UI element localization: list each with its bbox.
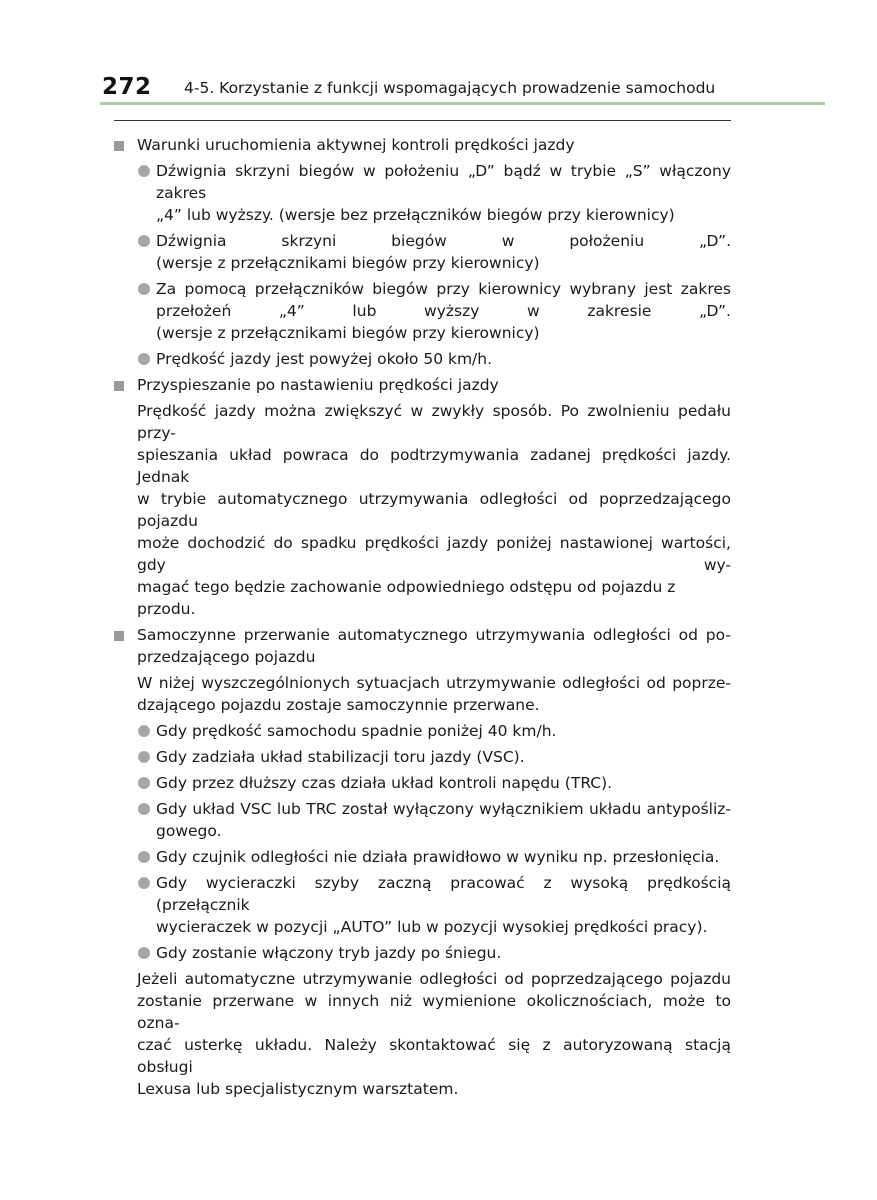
bullet-line: Gdy prędkość samochodu spadnie poniżej 40 km/h. <box>156 722 557 740</box>
circle-bullet-icon <box>138 803 150 815</box>
closing-line: Lexusa lub specjalistycznym warsztatem. <box>137 1080 459 1098</box>
list-item <box>114 230 731 274</box>
bullet-line: Gdy czujnik odległości nie działa prawidłowo w wyniku np. przesłonięcia. <box>156 848 720 866</box>
circle-bullet-icon <box>138 751 150 763</box>
paragraph-line: może dochodzić do spadku prędkości jazdy poniżej nastawionej wartości, gdy wy- <box>137 534 731 574</box>
heading-line: Przyspieszanie po nastawieniu prędkości jazdy <box>137 376 499 394</box>
list-item <box>114 746 731 768</box>
circle-bullet-icon <box>138 777 150 789</box>
square-bullet-icon <box>114 381 124 391</box>
bullet-line: Gdy zostanie włączony tryb jazdy po śniegu. <box>156 944 502 962</box>
heading-line: przedzającego pojazdu <box>137 648 316 666</box>
paragraph-line: W niżej wyszczególnionych sytuacjach utrzymywanie odległości od poprze- <box>137 674 731 692</box>
circle-bullet-icon <box>138 283 150 295</box>
circle-bullet-icon <box>138 235 150 247</box>
list-item <box>114 872 731 938</box>
section-heading-text <box>137 624 731 668</box>
section-paragraph <box>114 400 731 620</box>
bullet-line: wycieraczek w pozycji „AUTO” lub w pozycji wysokiej prędkości pracy). <box>156 918 708 936</box>
closing-line: czać usterkę układu. Należy skontaktować się z autoryzowaną stacją obsługi <box>137 1036 731 1076</box>
bullet-line: przełożeń „4” lub wyższy w zakresie „D”. <box>156 302 731 320</box>
square-bullet-icon <box>114 631 124 641</box>
bullet-line: Dźwignia skrzyni biegów w położeniu „D” bądź w trybie „S” włączony zakres <box>156 162 731 202</box>
heading-line: Warunki uruchomienia aktywnej kontroli prędkości jazdy <box>137 136 575 154</box>
circle-bullet-icon <box>138 725 150 737</box>
section-heading <box>114 374 731 396</box>
bullet-line: Gdy zadziała układ stabilizacji toru jazdy (VSC). <box>156 748 525 766</box>
bullet-line: Gdy wycieraczki szyby zaczną pracować z wysoką prędkością (przełącznik <box>156 874 731 914</box>
list-item <box>114 348 731 370</box>
closing-line: zostanie przerwane w innych niż wymienione okolicznościach, może to ozna- <box>137 992 731 1032</box>
paragraph-line: Prędkość jazdy można zwiększyć w zwykły sposób. Po zwolnieniu pedału przy- <box>137 402 731 442</box>
section-heading-text <box>137 374 731 396</box>
page-header <box>100 70 825 104</box>
section <box>114 134 731 370</box>
bullet-line: Dźwignia skrzyni biegów w położeniu „D”. <box>156 232 731 250</box>
list-item <box>114 798 731 842</box>
list-item <box>114 772 731 794</box>
list-item <box>114 160 731 226</box>
bullet-line: (wersje z przełącznikami biegów przy kierownicy) <box>156 254 540 272</box>
bullet-line: (wersje z przełącznikami biegów przy kierownicy) <box>156 324 540 342</box>
page-number: 272 <box>102 74 152 100</box>
chapter-title: 4-5. Korzystanie z funkcji wspomagających prowadzenie samochodu <box>184 79 716 97</box>
paragraph-line: magać tego będzie zachowanie odpowiedniego odstępu od pojazdu z przodu. <box>137 578 676 618</box>
list-item <box>114 278 731 344</box>
section-heading <box>114 134 731 156</box>
bullet-line: Za pomocą przełączników biegów przy kierownicy wybrany jest zakres <box>156 280 731 298</box>
bullet-list <box>114 160 731 370</box>
bullet-line: „4” lub wyższy. (wersje bez przełączników biegów przy kierownicy) <box>156 206 675 224</box>
square-bullet-icon <box>114 141 124 151</box>
section <box>114 374 731 620</box>
header-divider <box>100 102 825 105</box>
paragraph-line: w trybie automatycznego utrzymywania odległości od poprzedzającego pojazdu <box>137 490 731 530</box>
bullet-line: Gdy układ VSC lub TRC został wyłączony wyłącznikiem układu antypośliz- <box>156 800 731 818</box>
circle-bullet-icon <box>138 877 150 889</box>
list-item <box>114 846 731 868</box>
closing-line: Jeżeli automatyczne utrzymywanie odległości od poprzedzającego pojazdu <box>137 970 731 988</box>
circle-bullet-icon <box>138 851 150 863</box>
bullet-list <box>114 720 731 964</box>
bullet-line: Prędkość jazdy jest powyżej około 50 km/h. <box>156 350 493 368</box>
paragraph-line: spieszania układ powraca do podtrzymywania zadanej prędkości jazdy. Jednak <box>137 446 731 486</box>
content-top-rule <box>114 120 731 121</box>
heading-line: Samoczynne przerwanie automatycznego utrzymywania odległości od po- <box>137 626 731 644</box>
circle-bullet-icon <box>138 353 150 365</box>
circle-bullet-icon <box>138 165 150 177</box>
circle-bullet-icon <box>138 947 150 959</box>
section <box>114 624 731 1100</box>
section-heading <box>114 624 731 668</box>
page-content <box>114 126 731 1100</box>
paragraph-line: dzającego pojazdu zostaje samoczynnie przerwane. <box>137 696 540 714</box>
closing-paragraph <box>114 968 731 1100</box>
list-item <box>114 942 731 964</box>
section-paragraph <box>114 672 731 716</box>
list-item <box>114 720 731 742</box>
bullet-line: gowego. <box>156 822 222 840</box>
bullet-line: Gdy przez dłuższy czas działa układ kontroli napędu (TRC). <box>156 774 613 792</box>
section-heading-text <box>137 134 731 156</box>
